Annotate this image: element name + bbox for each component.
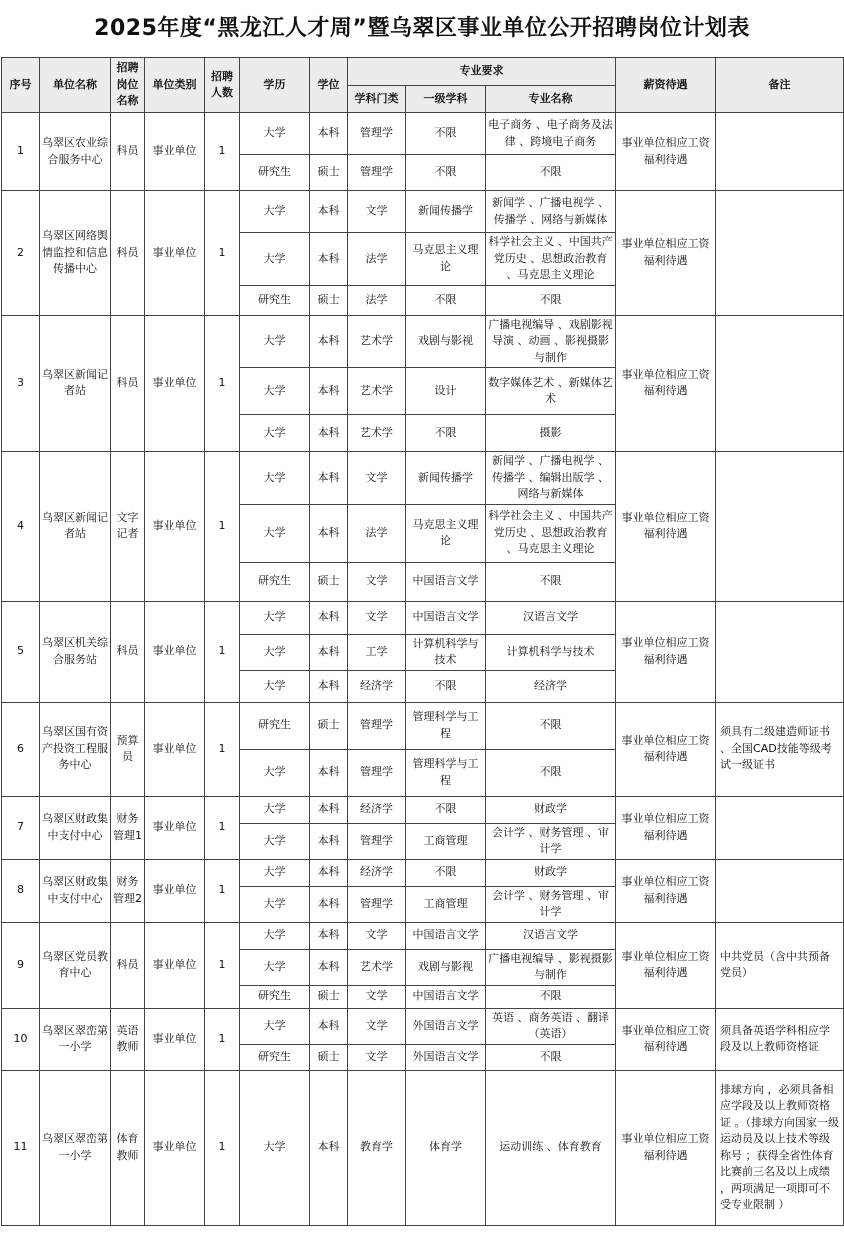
table-row bbox=[2, 796, 844, 823]
first-level-subject-cell: 戏剧与影视 bbox=[406, 949, 486, 985]
discipline-cell: 文学 bbox=[348, 1008, 406, 1044]
major-name-cell: 运动训练 、体育教育 bbox=[486, 1070, 616, 1225]
degree-cell: 本科 bbox=[310, 368, 348, 415]
notes-cell: 中共党员（含中共预备党员） bbox=[716, 922, 844, 1008]
first-level-subject-cell: 新闻传播学 bbox=[406, 452, 486, 505]
row-index: 8 bbox=[2, 859, 40, 922]
unit-name: 乌翠区翠峦第一小学 bbox=[40, 1008, 111, 1070]
first-level-subject-cell: 管理科学与工程 bbox=[406, 749, 486, 796]
degree-cell: 本科 bbox=[310, 1070, 348, 1225]
unit-category: 事业单位 bbox=[145, 113, 205, 191]
salary-cell: 事业单位相应工资福利待遇 bbox=[616, 452, 716, 602]
education-cell: 大学 bbox=[240, 1070, 310, 1225]
first-level-subject-cell: 外国语言文学 bbox=[406, 1044, 486, 1070]
unit-name: 乌翠区财政集中支付中心 bbox=[40, 796, 111, 859]
discipline-cell: 文学 bbox=[348, 601, 406, 634]
major-name-cell: 不限 bbox=[486, 702, 616, 749]
degree-cell: 本科 bbox=[310, 886, 348, 922]
unit-name: 乌翠区财政集中支付中心 bbox=[40, 859, 111, 922]
degree-cell: 本科 bbox=[310, 1008, 348, 1044]
education-cell: 大学 bbox=[240, 415, 310, 452]
first-level-subject-cell: 马克思主义理论 bbox=[406, 504, 486, 562]
degree-cell: 本科 bbox=[310, 452, 348, 505]
hiring-count: 1 bbox=[205, 796, 240, 859]
table-row bbox=[2, 1070, 844, 1225]
unit-category: 事业单位 bbox=[145, 922, 205, 1008]
major-name-cell: 新闻学 、广播电视学 、传播学 、编辑出版学 、网络与新媒体 bbox=[486, 452, 616, 505]
discipline-cell: 管理学 bbox=[348, 823, 406, 859]
degree-cell: 本科 bbox=[310, 823, 348, 859]
salary-cell: 事业单位相应工资福利待遇 bbox=[616, 1008, 716, 1070]
header-first-level-subject: 一级学科 bbox=[406, 86, 486, 113]
major-name-cell: 不限 bbox=[486, 985, 616, 1008]
row-index: 9 bbox=[2, 922, 40, 1008]
first-level-subject-cell: 不限 bbox=[406, 859, 486, 886]
notes-cell bbox=[716, 796, 844, 859]
unit-category: 事业单位 bbox=[145, 796, 205, 859]
unit-name: 乌翠区国有资产投资工程服务中心 bbox=[40, 702, 111, 796]
header-count: 招聘人数 bbox=[205, 58, 240, 113]
major-name-cell: 会计学 、财务管理 、审计学 bbox=[486, 823, 616, 859]
discipline-cell: 艺术学 bbox=[348, 415, 406, 452]
notes-cell bbox=[716, 452, 844, 602]
major-name-cell: 不限 bbox=[486, 749, 616, 796]
table-row bbox=[2, 1008, 844, 1044]
position-name: 预算员 bbox=[111, 702, 145, 796]
first-level-subject-cell: 计算机科学与技术 bbox=[406, 634, 486, 670]
header-education: 学历 bbox=[240, 58, 310, 113]
first-level-subject-cell: 不限 bbox=[406, 796, 486, 823]
hiring-count: 1 bbox=[205, 315, 240, 452]
first-level-subject-cell: 管理科学与工程 bbox=[406, 702, 486, 749]
degree-cell: 硕士 bbox=[310, 562, 348, 601]
row-index: 10 bbox=[2, 1008, 40, 1070]
unit-category: 事业单位 bbox=[145, 1070, 205, 1225]
education-cell: 大学 bbox=[240, 823, 310, 859]
first-level-subject-cell: 不限 bbox=[406, 670, 486, 702]
hiring-count: 1 bbox=[205, 452, 240, 602]
first-level-subject-cell: 戏剧与影视 bbox=[406, 315, 486, 368]
degree-cell: 本科 bbox=[310, 233, 348, 286]
discipline-cell: 经济学 bbox=[348, 859, 406, 886]
major-name-cell: 数字媒体艺术 、新媒体艺术 bbox=[486, 368, 616, 415]
page-title: 2025年度“黑龙江人才周”暨乌翠区事业单位公开招聘岗位计划表 bbox=[94, 16, 750, 41]
degree-cell: 本科 bbox=[310, 504, 348, 562]
major-name-cell: 科学社会主义 、中国共产党历史 、思想政治教育 、马克思主义理论 bbox=[486, 233, 616, 286]
hiring-count: 1 bbox=[205, 191, 240, 316]
first-level-subject-cell: 外国语言文学 bbox=[406, 1008, 486, 1044]
header-notes: 备注 bbox=[716, 58, 844, 113]
discipline-cell: 管理学 bbox=[348, 155, 406, 191]
education-cell: 大学 bbox=[240, 191, 310, 233]
major-name-cell: 计算机科学与技术 bbox=[486, 634, 616, 670]
unit-name: 乌翠区机关综合服务站 bbox=[40, 601, 111, 702]
degree-cell: 本科 bbox=[310, 949, 348, 985]
notes-cell bbox=[716, 191, 844, 316]
discipline-cell: 管理学 bbox=[348, 113, 406, 155]
header-category: 单位类别 bbox=[145, 58, 205, 113]
degree-cell: 本科 bbox=[310, 191, 348, 233]
education-cell: 大学 bbox=[240, 113, 310, 155]
row-index: 3 bbox=[2, 315, 40, 452]
salary-cell: 事业单位相应工资福利待遇 bbox=[616, 113, 716, 191]
position-name: 科员 bbox=[111, 191, 145, 316]
position-name: 财务管理1 bbox=[111, 796, 145, 859]
hiring-count: 1 bbox=[205, 113, 240, 191]
header-salary: 薪资待遇 bbox=[616, 58, 716, 113]
first-level-subject-cell: 设计 bbox=[406, 368, 486, 415]
education-cell: 大学 bbox=[240, 1008, 310, 1044]
row-index: 11 bbox=[2, 1070, 40, 1225]
table-row bbox=[2, 859, 844, 886]
education-cell: 大学 bbox=[240, 315, 310, 368]
table-row bbox=[2, 452, 844, 505]
salary-cell: 事业单位相应工资福利待遇 bbox=[616, 1070, 716, 1225]
first-level-subject-cell: 马克思主义理论 bbox=[406, 233, 486, 286]
first-level-subject-cell: 中国语言文学 bbox=[406, 601, 486, 634]
discipline-cell: 文学 bbox=[348, 452, 406, 505]
header-index: 序号 bbox=[2, 58, 40, 113]
position-name: 科员 bbox=[111, 315, 145, 452]
header-major-name: 专业名称 bbox=[486, 86, 616, 113]
notes-cell bbox=[716, 601, 844, 702]
header-row-1 bbox=[2, 58, 844, 86]
major-name-cell: 广播电视编导 、影视摄影与制作 bbox=[486, 949, 616, 985]
degree-cell: 本科 bbox=[310, 634, 348, 670]
education-cell: 大学 bbox=[240, 233, 310, 286]
degree-cell: 硕士 bbox=[310, 285, 348, 315]
major-name-cell: 新闻学 、广播电视学 、传播学 、网络与新媒体 bbox=[486, 191, 616, 233]
major-name-cell: 英语 、商务英语 、翻译（英语） bbox=[486, 1008, 616, 1044]
discipline-cell: 工学 bbox=[348, 634, 406, 670]
education-cell: 研究生 bbox=[240, 155, 310, 191]
discipline-cell: 教育学 bbox=[348, 1070, 406, 1225]
education-cell: 大学 bbox=[240, 368, 310, 415]
first-level-subject-cell: 不限 bbox=[406, 113, 486, 155]
notes-cell: 排球方向 ，必须具备相应学段及以上教师资格证 。（排球方向国家一级运动员及以上技术等级称号 ；获得全省性体育比赛前三名及以上成绩 ，两项满足一项即可不受专业限制 ） bbox=[716, 1070, 844, 1225]
notes-cell bbox=[716, 315, 844, 452]
table-row bbox=[2, 922, 844, 949]
education-cell: 大学 bbox=[240, 504, 310, 562]
major-name-cell: 不限 bbox=[486, 562, 616, 601]
education-cell: 大学 bbox=[240, 601, 310, 634]
unit-category: 事业单位 bbox=[145, 859, 205, 922]
header-degree: 学位 bbox=[310, 58, 348, 113]
education-cell: 研究生 bbox=[240, 1044, 310, 1070]
education-cell: 大学 bbox=[240, 886, 310, 922]
header-position: 招聘岗位名称 bbox=[111, 58, 145, 113]
table-row bbox=[2, 191, 844, 233]
degree-cell: 本科 bbox=[310, 796, 348, 823]
discipline-cell: 法学 bbox=[348, 285, 406, 315]
position-name: 文字记者 bbox=[111, 452, 145, 602]
major-name-cell: 财政学 bbox=[486, 796, 616, 823]
degree-cell: 本科 bbox=[310, 670, 348, 702]
degree-cell: 本科 bbox=[310, 922, 348, 949]
salary-cell: 事业单位相应工资福利待遇 bbox=[616, 796, 716, 859]
education-cell: 研究生 bbox=[240, 985, 310, 1008]
hiring-count: 1 bbox=[205, 922, 240, 1008]
unit-name: 乌翠区网络舆情监控和信息传播中心 bbox=[40, 191, 111, 316]
table-row bbox=[2, 702, 844, 749]
discipline-cell: 经济学 bbox=[348, 796, 406, 823]
discipline-cell: 管理学 bbox=[348, 749, 406, 796]
major-name-cell: 财政学 bbox=[486, 859, 616, 886]
row-index: 7 bbox=[2, 796, 40, 859]
education-cell: 大学 bbox=[240, 634, 310, 670]
position-name: 英语教师 bbox=[111, 1008, 145, 1070]
header-unit: 单位名称 bbox=[40, 58, 111, 113]
first-level-subject-cell: 体育学 bbox=[406, 1070, 486, 1225]
degree-cell: 本科 bbox=[310, 749, 348, 796]
notes-cell: 须具有二级建造师证书 、全国CAD技能等级考试一级证书 bbox=[716, 702, 844, 796]
discipline-cell: 法学 bbox=[348, 233, 406, 286]
unit-name: 乌翠区党员教育中心 bbox=[40, 922, 111, 1008]
unit-category: 事业单位 bbox=[145, 702, 205, 796]
unit-category: 事业单位 bbox=[145, 315, 205, 452]
discipline-cell: 文学 bbox=[348, 191, 406, 233]
education-cell: 大学 bbox=[240, 859, 310, 886]
degree-cell: 本科 bbox=[310, 415, 348, 452]
salary-cell: 事业单位相应工资福利待遇 bbox=[616, 191, 716, 316]
major-name-cell: 不限 bbox=[486, 1044, 616, 1070]
first-level-subject-cell: 中国语言文学 bbox=[406, 985, 486, 1008]
unit-category: 事业单位 bbox=[145, 601, 205, 702]
unit-category: 事业单位 bbox=[145, 452, 205, 602]
row-index: 4 bbox=[2, 452, 40, 602]
header-discipline: 学科门类 bbox=[348, 86, 406, 113]
notes-cell: 须具备英语学科相应学段及以上教师资格证 bbox=[716, 1008, 844, 1070]
salary-cell: 事业单位相应工资福利待遇 bbox=[616, 601, 716, 702]
major-name-cell: 汉语言文学 bbox=[486, 601, 616, 634]
discipline-cell: 艺术学 bbox=[348, 949, 406, 985]
major-name-cell: 广播电视编导 、戏剧影视导演 、动画 、影视摄影与制作 bbox=[486, 315, 616, 368]
position-name: 科员 bbox=[111, 922, 145, 1008]
unit-name: 乌翠区农业综合服务中心 bbox=[40, 113, 111, 191]
unit-category: 事业单位 bbox=[145, 1008, 205, 1070]
table-body bbox=[2, 113, 844, 1226]
education-cell: 大学 bbox=[240, 949, 310, 985]
degree-cell: 硕士 bbox=[310, 1044, 348, 1070]
first-level-subject-cell: 中国语言文学 bbox=[406, 922, 486, 949]
notes-cell bbox=[716, 113, 844, 191]
hiring-count: 1 bbox=[205, 1070, 240, 1225]
major-name-cell: 电子商务 、电子商务及法律 、跨境电子商务 bbox=[486, 113, 616, 155]
major-name-cell: 不限 bbox=[486, 155, 616, 191]
education-cell: 研究生 bbox=[240, 285, 310, 315]
first-level-subject-cell: 不限 bbox=[406, 415, 486, 452]
major-name-cell: 汉语言文学 bbox=[486, 922, 616, 949]
recruitment-table bbox=[1, 57, 844, 1226]
discipline-cell: 管理学 bbox=[348, 886, 406, 922]
unit-category: 事业单位 bbox=[145, 191, 205, 316]
table-row bbox=[2, 601, 844, 634]
discipline-cell: 艺术学 bbox=[348, 368, 406, 415]
hiring-count: 1 bbox=[205, 601, 240, 702]
position-name: 体育教师 bbox=[111, 1070, 145, 1225]
first-level-subject-cell: 新闻传播学 bbox=[406, 191, 486, 233]
first-level-subject-cell: 不限 bbox=[406, 285, 486, 315]
degree-cell: 硕士 bbox=[310, 985, 348, 1008]
education-cell: 大学 bbox=[240, 922, 310, 949]
education-cell: 研究生 bbox=[240, 702, 310, 749]
salary-cell: 事业单位相应工资福利待遇 bbox=[616, 702, 716, 796]
major-name-cell: 不限 bbox=[486, 285, 616, 315]
table-row bbox=[2, 315, 844, 368]
education-cell: 大学 bbox=[240, 749, 310, 796]
discipline-cell: 管理学 bbox=[348, 702, 406, 749]
major-name-cell: 科学社会主义 、中国共产党历史 、思想政治教育 、马克思主义理论 bbox=[486, 504, 616, 562]
first-level-subject-cell: 工商管理 bbox=[406, 886, 486, 922]
row-index: 1 bbox=[2, 113, 40, 191]
notes-cell bbox=[716, 859, 844, 922]
first-level-subject-cell: 中国语言文学 bbox=[406, 562, 486, 601]
position-name: 科员 bbox=[111, 113, 145, 191]
unit-name: 乌翠区新闻记者站 bbox=[40, 452, 111, 602]
degree-cell: 硕士 bbox=[310, 155, 348, 191]
row-index: 2 bbox=[2, 191, 40, 316]
discipline-cell: 艺术学 bbox=[348, 315, 406, 368]
hiring-count: 1 bbox=[205, 702, 240, 796]
degree-cell: 本科 bbox=[310, 601, 348, 634]
position-name: 科员 bbox=[111, 601, 145, 702]
header-major-requirements: 专业要求 bbox=[348, 58, 616, 86]
row-index: 6 bbox=[2, 702, 40, 796]
major-name-cell: 经济学 bbox=[486, 670, 616, 702]
salary-cell: 事业单位相应工资福利待遇 bbox=[616, 315, 716, 452]
discipline-cell: 文学 bbox=[348, 1044, 406, 1070]
major-name-cell: 摄影 bbox=[486, 415, 616, 452]
major-name-cell: 会计学 、财务管理 、审计学 bbox=[486, 886, 616, 922]
discipline-cell: 文学 bbox=[348, 985, 406, 1008]
unit-name: 乌翠区新闻记者站 bbox=[40, 315, 111, 452]
education-cell: 研究生 bbox=[240, 562, 310, 601]
first-level-subject-cell: 工商管理 bbox=[406, 823, 486, 859]
unit-name: 乌翠区翠峦第一小学 bbox=[40, 1070, 111, 1225]
degree-cell: 本科 bbox=[310, 113, 348, 155]
discipline-cell: 经济学 bbox=[348, 670, 406, 702]
first-level-subject-cell: 不限 bbox=[406, 155, 486, 191]
discipline-cell: 文学 bbox=[348, 922, 406, 949]
education-cell: 大学 bbox=[240, 796, 310, 823]
table-row bbox=[2, 113, 844, 155]
education-cell: 大学 bbox=[240, 452, 310, 505]
hiring-count: 1 bbox=[205, 859, 240, 922]
discipline-cell: 文学 bbox=[348, 562, 406, 601]
salary-cell: 事业单位相应工资福利待遇 bbox=[616, 859, 716, 922]
discipline-cell: 法学 bbox=[348, 504, 406, 562]
position-name: 财务管理2 bbox=[111, 859, 145, 922]
hiring-count: 1 bbox=[205, 1008, 240, 1070]
education-cell: 大学 bbox=[240, 670, 310, 702]
degree-cell: 硕士 bbox=[310, 702, 348, 749]
degree-cell: 本科 bbox=[310, 859, 348, 886]
row-index: 5 bbox=[2, 601, 40, 702]
salary-cell: 事业单位相应工资福利待遇 bbox=[616, 922, 716, 1008]
degree-cell: 本科 bbox=[310, 315, 348, 368]
